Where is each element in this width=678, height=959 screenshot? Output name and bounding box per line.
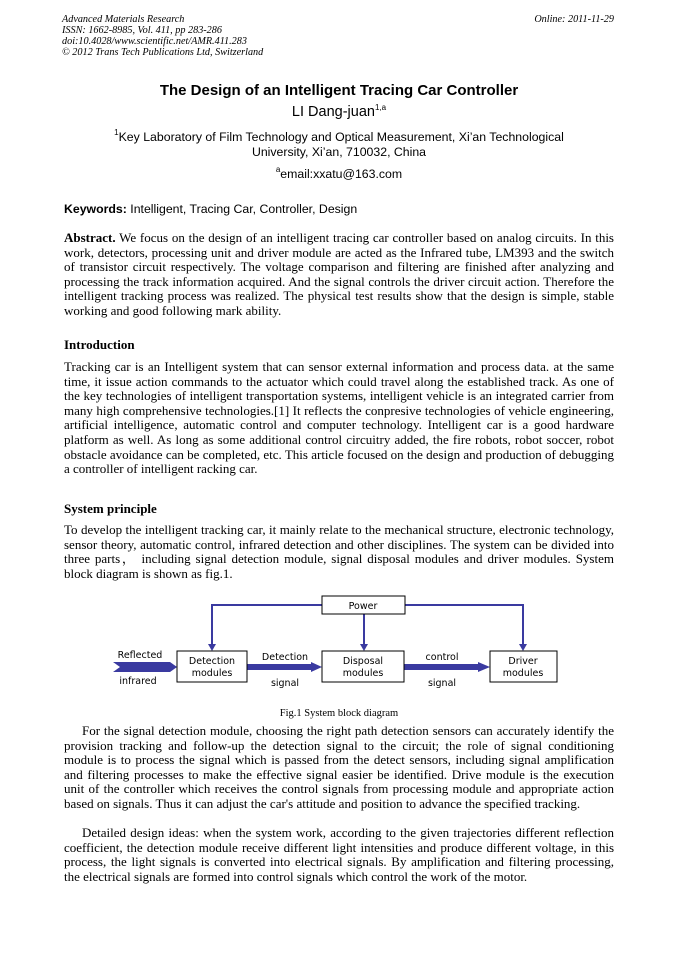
- journal-name: Advanced Materials Research: [62, 14, 185, 25]
- control-signal-label-1: control: [425, 652, 459, 663]
- keywords-label: Keywords:: [64, 202, 127, 216]
- detection-signal-arrow: [247, 664, 313, 670]
- detection-signal-label-2: signal: [270, 678, 300, 689]
- affil-line2: University, Xi’an, 710032, China: [251, 145, 427, 159]
- author-sup: 1,a: [374, 103, 387, 112]
- body-paragraph-1: For the signal detection module, choosing the right path detection sensors can accurately identify the provision tracking and follow-up the detection signal to the circuit; the role of signal conditioning module is to process the signal which is passed from the detect sensors, including signal amplification and filtering processes to make the effective signal easier be identified. Drive module is the execution unit of the controller which receives the control signals from processing module and appropriate action based on signals. Thus it can adjust the car's attitude and position to advance the specified tracking.: [64, 723, 614, 811]
- online-date: Online: 2011-11-29: [534, 14, 614, 25]
- system-principle-text: To develop the intelligent tracking car, it mainly relate to the mechanical structure, electronic technology, sensor theory, automatic control, infrared detection and other disciplines. The system can be divided into three parts， including signal detection module, signal disposal modules and driver modules. System block diagram is shown as fig.1.: [64, 522, 614, 581]
- disposal-label-1: Disposal: [342, 656, 384, 667]
- introduction-text: Tracking car is an Intelligent system that can sensor external information and process data. at the same time, it issue action commands to the actuator which could travel along the established track. As one of the key technologies of intelligent transportation systems, intelligent vehicle is an integrated carrier from many high comprehensive technologies.[1] It reflects the conpresive technologies of vehicle engineering, artificial intelligence, automatic control and computer technology. Intelligent car is a good hardware platform as well. As long as some additional control circuitry added, the fire robots, robot soccer, robot obstacle avoidance can be completed, etc. This article focused on the design and production of debugging a controller of intelligent racking car.: [64, 359, 614, 477]
- body-paragraph-2: Detailed design ideas: when the system work, according to the given trajectories different reflection coefficient, the detection module receive different light intensities and produce different voltage, in this process, the light signals is converted into electrical signals. By amplification and filtering processing, the electrical signals are formed into control signals which control the work of the motor.: [64, 825, 614, 884]
- email-sup: a: [275, 165, 281, 174]
- paper-title: The Design of an Intelligent Tracing Car Controller: [159, 82, 519, 99]
- input-label-1: Reflected: [117, 650, 163, 661]
- disposal-label-2: modules: [342, 668, 384, 679]
- detection-label-1: Detection: [188, 656, 236, 667]
- author-name: LI Dang-juan: [291, 104, 375, 120]
- email-text: email:xxatu@163.com: [280, 167, 403, 181]
- arrowheads: [208, 644, 527, 651]
- detection-label-2: modules: [191, 668, 233, 679]
- affil-line1: Key Laboratory of Film Technology and Optical Measurement, Xi’an Technological: [118, 130, 564, 144]
- input-arrow: [113, 662, 177, 672]
- control-signal-arrow: [404, 664, 480, 670]
- abstract-label: Abstract.: [64, 230, 116, 245]
- introduction-heading: Introduction: [64, 337, 135, 352]
- doi: doi:10.4028/www.scientific.net/AMR.411.283: [62, 36, 247, 47]
- driver-label-2: modules: [502, 668, 544, 679]
- figure-caption: Fig.1 System block diagram: [279, 708, 399, 719]
- driver-label-1: Driver: [508, 656, 538, 667]
- abstract-text: We focus on the design of an intelligent tracing car controller based on analog circuits. In this work, detectors, processing unit and driver module are acted as the Infrared tube, LM393 and the switch of transistor circuit respectively. The voltage comparison and filtering are finished after analyzing and processing the track information acquired. And the signal controls the driver circuit action. Therefore the intelligent tracking process was realized. The physical test results show that the design is simple, stable working and good following mark ability.: [64, 230, 614, 318]
- issn: ISSN: 1662-8985, Vol. 411, pp 283-286: [62, 25, 222, 36]
- affil-sup: 1: [114, 128, 119, 137]
- input-label-2: infrared: [119, 676, 157, 687]
- system-principle-heading: System principle: [64, 501, 157, 516]
- keywords-text: Intelligent, Tracing Car, Controller, Design: [126, 202, 358, 216]
- power-label: Power: [348, 601, 378, 612]
- copyright: © 2012 Trans Tech Publications Ltd, Switzerland: [62, 47, 264, 58]
- detection-signal-label-1: Detection: [261, 652, 309, 663]
- control-signal-label-2: signal: [427, 678, 457, 689]
